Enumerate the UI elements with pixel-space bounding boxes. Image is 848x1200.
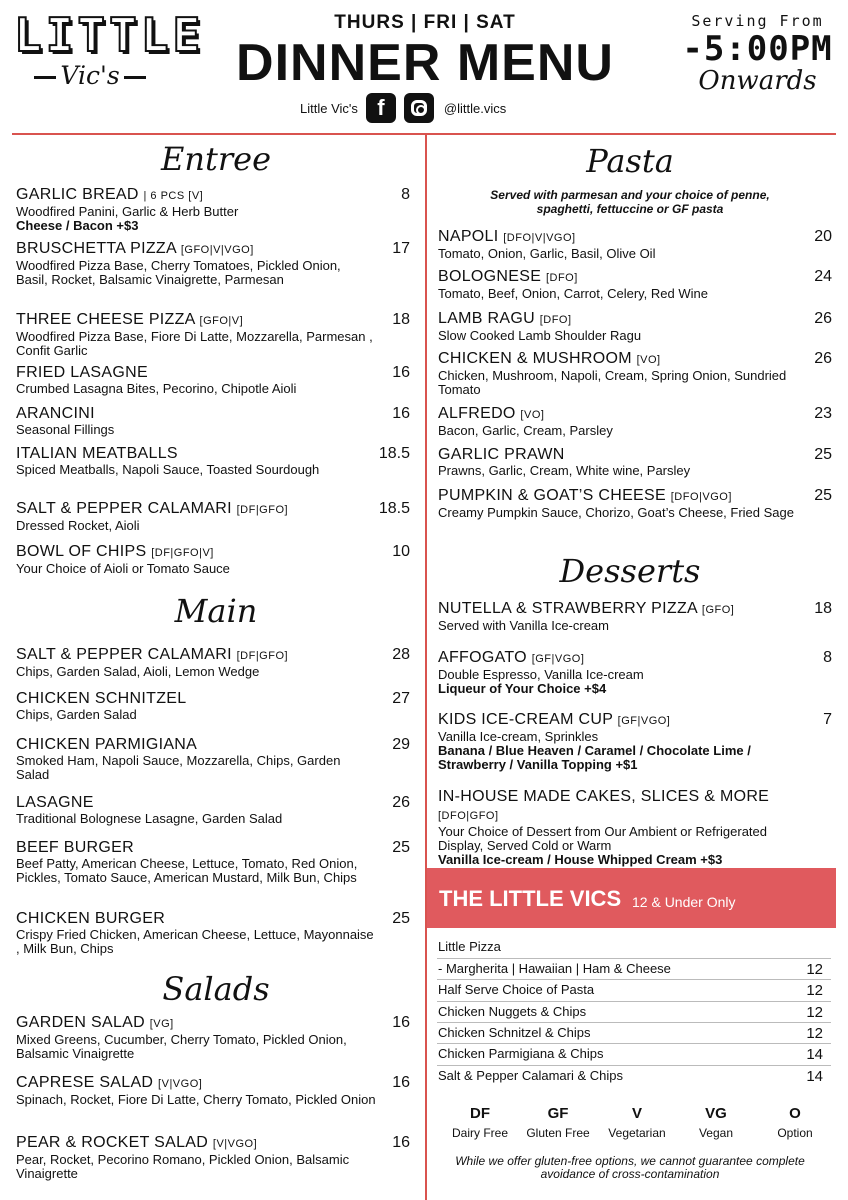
item-description: Spinach, Rocket, Fiore Di Latte, Cherry Tomato, Pickled Onion: [16, 1092, 376, 1107]
service-days: THURS | FRI | SAT: [334, 12, 516, 33]
item-name: AFFOGATO: [438, 649, 527, 666]
item-name: SALT & PEPPER CALAMARI: [16, 500, 232, 517]
item-name: NUTELLA & STRAWBERRY PIZZA: [438, 600, 698, 617]
item-price: 8: [823, 649, 832, 666]
header-divider: [12, 133, 836, 135]
page-title: DINNER MENU: [236, 34, 614, 92]
kids-menu-row: [438, 961, 823, 976]
salads-item: [16, 1134, 376, 1181]
pasta-item: [438, 350, 798, 397]
item-name: GARDEN SALAD: [16, 1014, 145, 1031]
legend-label: Vegetarian: [608, 1126, 666, 1140]
item-description: Served with Vanilla Ice-cream: [438, 618, 609, 633]
legend-code: V: [631, 1105, 642, 1122]
serving-time: -5:00PM: [682, 29, 833, 69]
section-title-salads: Salads: [162, 970, 270, 1008]
item-name: NAPOLI: [438, 228, 499, 245]
item-price: 18.5: [378, 445, 410, 462]
kids-item-price: 14: [806, 1068, 823, 1085]
item-price: 27: [392, 690, 410, 707]
item-price: 26: [814, 350, 832, 367]
item-diet-tag: [DFO]: [539, 314, 572, 326]
item-description: Dressed Rocket, Aioli: [16, 518, 140, 533]
item-name: BOWL OF CHIPS: [16, 543, 147, 560]
item-name: CHICKEN PARMIGIANA: [16, 736, 198, 753]
main-item: [16, 736, 376, 782]
entree-item: [16, 364, 376, 396]
kids-menu-row: [438, 1068, 823, 1083]
item-description: Prawns, Garlic, Cream, White wine, Parsley: [438, 463, 691, 478]
item-diet-tag: [DFO]: [545, 272, 578, 284]
kids-menu-row: [438, 1046, 823, 1061]
item-diet-tag: [DF|GFO]: [236, 504, 289, 516]
kids-item-price: 14: [806, 1046, 823, 1063]
item-name: SALT & PEPPER CALAMARI: [16, 646, 232, 663]
desserts-item: [438, 788, 778, 867]
item-price: 26: [814, 310, 832, 327]
pasta-item: [438, 446, 798, 478]
item-diet-tag: [GFO]: [701, 604, 735, 616]
kids-menu-row: [438, 1025, 823, 1040]
item-name: BEEF BURGER: [16, 839, 134, 856]
kids-item-name: Chicken Schnitzel & Chips: [438, 1025, 591, 1040]
item-name: BRUSCHETTA PIZZA: [16, 240, 177, 257]
item-name: GARLIC BREAD: [16, 186, 139, 203]
item-name: CHICKEN & MUSHROOM: [438, 350, 632, 367]
item-price: 18: [814, 600, 832, 617]
kids-subtitle: 12 & Under Only: [632, 894, 736, 910]
item-name: FRIED LASAGNE: [16, 364, 148, 381]
entree-item: [16, 405, 376, 437]
desserts-item: [438, 649, 778, 696]
item-description: Mixed Greens, Cucumber, Cherry Tomato, Pickled Onion, Balsamic Vinaigrette: [16, 1032, 347, 1061]
legend-label: Option: [777, 1126, 813, 1140]
diet-legend-item: [518, 1105, 598, 1140]
item-description: Spiced Meatballs, Napoli Sauce, Toasted Sourdough: [16, 462, 320, 477]
legend-label: Gluten Free: [526, 1126, 590, 1140]
item-description: Woodfired Pizza Base, Fiore Di Latte, Mozzarella, Parmesan , Confit Garlic: [16, 329, 373, 358]
item-price: 18.5: [378, 500, 410, 517]
item-description: Traditional Bolognese Lasagne, Garden Salad: [16, 811, 283, 826]
legend-code: GF: [547, 1105, 569, 1122]
serving-onwards: Onwards: [698, 66, 817, 96]
social-handle[interactable]: @little.vics: [443, 100, 507, 116]
item-addon: Cheese / Bacon +$3: [16, 218, 139, 233]
main-item: [16, 690, 376, 722]
kids-item-name: Salt & Pepper Calamari & Chips: [438, 1068, 623, 1083]
legend-label: Vegan: [698, 1126, 734, 1140]
item-diet-tag: [GFO|V]: [199, 315, 244, 327]
item-description: Slow Cooked Lamb Shoulder Ragu: [438, 328, 642, 343]
item-description: Vanilla Ice-cream, Sprinkles: [438, 729, 599, 744]
kids-title: THE LITTLE VICS: [439, 886, 622, 911]
item-price: 25: [814, 446, 832, 463]
salads-item: [16, 1074, 376, 1107]
logo: [14, 8, 205, 104]
item-diet-tag: | 6 PCS [V]: [143, 190, 204, 202]
main-item: [16, 839, 376, 885]
item-description: Woodfired Pizza Base, Cherry Tomatoes, Pickled Onion, Basil, Rocket, Balsamic Vinaigrette, Parmesan: [16, 258, 341, 287]
item-description: Woodfired Panini, Garlic & Herb Butter: [16, 204, 239, 219]
kids-row-divider: [437, 979, 831, 980]
item-name: CHICKEN SCHNITZEL: [16, 690, 187, 707]
section-title-desserts: Desserts: [559, 552, 701, 590]
kids-menu-row: [438, 982, 823, 997]
item-name: LASAGNE: [16, 794, 94, 811]
kids-item-price: 12: [806, 1004, 823, 1021]
kids-item-name: Chicken Nuggets & Chips: [438, 1004, 587, 1019]
diet-legend-item: [755, 1105, 835, 1140]
item-description: Bacon, Garlic, Cream, Parsley: [438, 423, 613, 438]
kids-row-divider: [437, 1022, 831, 1023]
item-addon: Liqueur of Your Choice +$4: [438, 681, 607, 696]
item-price: 16: [392, 405, 410, 422]
kids-item-price: 12: [806, 961, 823, 978]
main-item: [16, 646, 376, 679]
item-diet-tag: [DFO|GFO]: [438, 810, 499, 822]
item-diet-tag: [GF|VGO]: [617, 715, 671, 727]
item-diet-tag: [VO]: [636, 354, 661, 366]
item-price: 23: [814, 405, 832, 422]
kids-row-divider: [437, 1043, 831, 1044]
serving-time-block: [680, 12, 835, 94]
item-name: KIDS ICE-CREAM CUP: [438, 711, 613, 728]
item-diet-tag: [DFO|V|VGO]: [503, 232, 576, 244]
legend-code: O: [789, 1105, 801, 1122]
item-price: 16: [392, 1074, 410, 1091]
item-price: 7: [823, 711, 832, 728]
item-description: Seasonal Fillings: [16, 422, 115, 437]
facebook-icon[interactable]: f: [366, 93, 396, 123]
item-price: 16: [392, 364, 410, 381]
item-addon: Vanilla Ice-cream / House Whipped Cream +$3: [438, 852, 723, 867]
item-name: THREE CHEESE PIZZA: [16, 311, 195, 328]
entree-item: [16, 543, 376, 576]
pasta-item: [438, 487, 798, 520]
kids-menu-row: [438, 1004, 823, 1019]
pasta-item: [438, 268, 798, 301]
item-description: Creamy Pumpkin Sauce, Chorizo, Goat’s Cheese, Fried Sage: [438, 505, 794, 520]
item-description: Your Choice of Aioli or Tomato Sauce: [16, 561, 230, 576]
kids-item-price: 12: [806, 982, 823, 999]
section-title-main: Main: [174, 592, 258, 630]
kids-row-divider: [437, 1065, 831, 1066]
item-price: 16: [392, 1014, 410, 1031]
diet-legend-item: [440, 1105, 520, 1140]
item-description: Beef Patty, American Cheese, Lettuce, Tomato, Red Onion, Pickles, Tomato Sauce, American Mustard, Milk Bun, Chips: [16, 856, 358, 885]
item-diet-tag: [V|VGO]: [212, 1138, 258, 1150]
desserts-item: [438, 711, 778, 772]
item-name: PUMPKIN & GOAT’S CHEESE: [438, 487, 666, 504]
item-description: Chips, Garden Salad: [16, 707, 137, 722]
legend-code: DF: [470, 1105, 490, 1122]
item-name: ALFREDO: [438, 405, 516, 422]
item-diet-tag: [VO]: [520, 409, 545, 421]
salads-item: [16, 1014, 376, 1061]
instagram-icon[interactable]: [404, 93, 434, 123]
item-name: CHICKEN BURGER: [16, 910, 166, 927]
item-diet-tag: [VG]: [149, 1018, 174, 1030]
item-description: Double Espresso, Vanilla Ice-cream: [438, 667, 644, 682]
item-description: Your Choice of Dessert from Our Ambient or Refrigerated Display, Served Cold or Warm: [438, 824, 767, 853]
item-addon: Banana / Blue Heaven / Caramel / Chocolate Lime / Strawberry / Vanilla Topping +$1: [438, 743, 751, 772]
item-price: 8: [401, 186, 410, 203]
section-title-pasta: Pasta: [586, 142, 674, 180]
item-name: CAPRESE SALAD: [16, 1074, 154, 1091]
pasta-item: [438, 228, 798, 261]
main-item: [16, 910, 376, 956]
item-diet-tag: [DF|GFO]: [236, 650, 289, 662]
item-name: ITALIAN MEATBALLS: [16, 445, 178, 462]
item-price: 10: [392, 543, 410, 560]
item-diet-tag: [DFO|VGO]: [670, 491, 732, 503]
section-title-entree: Entree: [161, 140, 271, 178]
kids-banner: [427, 868, 836, 928]
item-name: GARLIC PRAWN: [438, 446, 565, 463]
item-price: 26: [392, 794, 410, 811]
entree-item: [16, 311, 376, 358]
logo-subtitle: Vic's: [60, 61, 120, 90]
pasta-note: Served with parmesan and your choice of penne, spaghetti, fettuccine or GF pasta: [490, 188, 770, 216]
pasta-item: [438, 310, 798, 343]
item-price: 20: [814, 228, 832, 245]
item-diet-tag: [GFO|V|VGO]: [180, 244, 254, 256]
logo-wordmark: LITTLE: [14, 8, 205, 62]
main-item: [16, 794, 376, 826]
item-name: PEAR & ROCKET SALAD: [16, 1134, 209, 1151]
item-name: LAMB RAGU: [438, 310, 535, 327]
item-description: Chicken, Mushroom, Napoli, Cream, Spring Onion, Sundried Tomato: [438, 368, 787, 397]
item-description: Pear, Rocket, Pecorino Romano, Pickled Onion, Balsamic Vinaigrette: [16, 1152, 350, 1181]
item-description: Crispy Fried Chicken, American Cheese, Lettuce, Mayonnaise , Milk Bun, Chips: [16, 927, 374, 956]
diet-legend-item: [597, 1105, 677, 1140]
diet-legend-item: [676, 1105, 756, 1140]
item-price: 16: [392, 1134, 410, 1151]
pasta-item: [438, 405, 798, 438]
item-diet-tag: [V|VGO]: [158, 1078, 203, 1090]
item-price: 17: [392, 240, 410, 257]
item-diet-tag: [GF|VGO]: [531, 653, 585, 665]
item-description: Smoked Ham, Napoli Sauce, Mozzarella, Chips, Garden Salad: [16, 753, 341, 782]
kids-item-name: Half Serve Choice of Pasta: [438, 982, 595, 997]
item-description: Crumbed Lasagna Bites, Pecorino, Chipotle Aioli: [16, 381, 297, 396]
item-name: ARANCINI: [16, 405, 95, 422]
kids-item-name: Chicken Parmigiana & Chips: [438, 1046, 604, 1061]
kids-row-divider: [437, 1001, 831, 1002]
entree-item: [16, 500, 376, 533]
item-description: Tomato, Beef, Onion, Carrot, Celery, Red Wine: [438, 286, 708, 301]
desserts-item: [438, 600, 778, 633]
entree-item: [16, 445, 376, 477]
kids-item-name: - Margherita | Hawaiian | Ham & Cheese: [438, 961, 671, 976]
item-price: 29: [392, 736, 410, 753]
item-diet-tag: [DF|GFO|V]: [151, 547, 214, 559]
item-name: IN-HOUSE MADE CAKES, SLICES & MORE: [438, 788, 770, 805]
item-description: Tomato, Onion, Garlic, Basil, Olive Oil: [438, 246, 656, 261]
legend-label: Dairy Free: [451, 1126, 508, 1140]
item-price: 28: [392, 646, 410, 663]
item-price: 25: [392, 910, 410, 927]
item-price: 18: [392, 311, 410, 328]
item-name: BOLOGNESE: [438, 268, 542, 285]
serving-from-label: Serving From: [691, 12, 824, 30]
entree-item: [16, 240, 376, 287]
allergen-disclaimer: While we offer gluten-free options, we cannot guarantee complete avoidance of cross-contamination: [455, 1154, 805, 1181]
legend-code: VG: [705, 1105, 727, 1122]
kids-row-divider: [437, 958, 831, 959]
social-name: Little Vic's: [300, 100, 358, 116]
social-bar: [300, 90, 560, 126]
entree-item: [16, 186, 376, 233]
kids-intro: Little Pizza: [438, 939, 501, 954]
item-price: 24: [814, 268, 832, 285]
item-description: Chips, Garden Salad, Aioli, Lemon Wedge: [16, 664, 260, 679]
column-divider: [425, 135, 427, 1200]
kids-item-price: 12: [806, 1025, 823, 1042]
item-price: 25: [392, 839, 410, 856]
item-price: 25: [814, 487, 832, 504]
